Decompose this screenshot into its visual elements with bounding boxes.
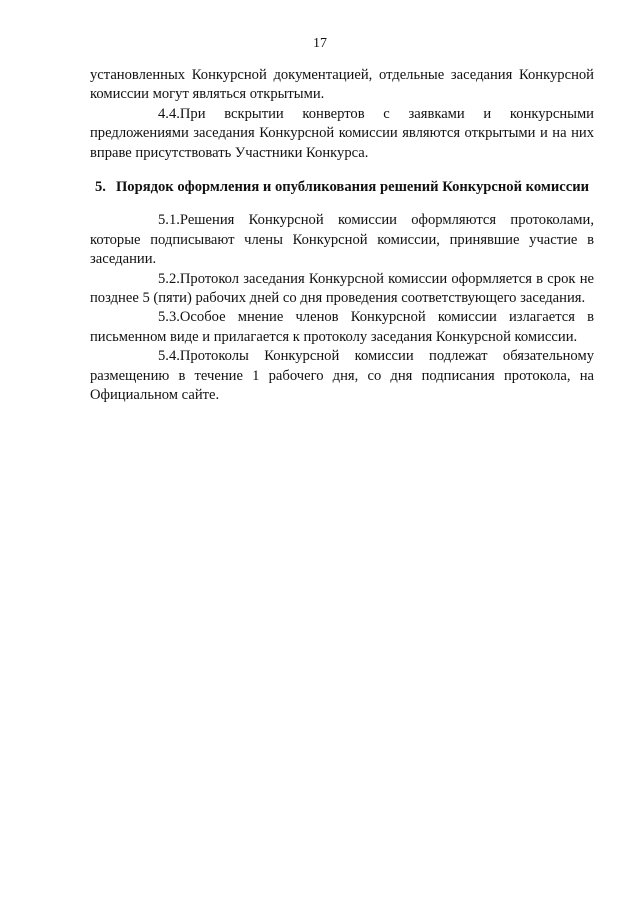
- document-body: [90, 66, 594, 406]
- page-number: 17: [313, 36, 327, 51]
- clause-number: 5.3.: [158, 309, 180, 326]
- clause-text: Протокол заседания Конкурсной комиссии оформляется в срок не позднее 5 (пяти) рабочих дней со дня проведения соответствующего заседания.: [90, 270, 594, 307]
- section-heading: [90, 178, 594, 197]
- clause-number: 5.1.: [158, 212, 180, 229]
- clause-number: 5.2.: [158, 270, 180, 287]
- clause-5-1: [90, 211, 594, 269]
- section-number: 5.: [94, 179, 106, 196]
- clause-text: Особое мнение членов Конкурсной комиссии излагается в письменном виде и прилагается к протоколу заседания Конкурсной комиссии.: [90, 309, 594, 345]
- clause-text: Протоколы Конкурсной комиссии подлежат обязательному размещению в течение 1 рабочего дня, со дня подписания протокола, на Официальном сайте.: [90, 348, 594, 404]
- clause-5-2: [90, 270, 594, 309]
- clause-text: При вскрытии конвертов с заявками и конкурсными предложениями заседания Конкурсной комиссии являются открытыми и на них вправе присутствовать Участники Конкурса.: [90, 105, 594, 161]
- clause-4-4: [90, 105, 594, 163]
- clause-5-3: [90, 308, 594, 347]
- clause-number: 4.4.: [158, 105, 180, 122]
- clause-text: Решения Конкурсной комиссии оформляются протоколами, которые подписывают члены Конкурсной комиссии, принявшие участие в заседании.: [90, 212, 594, 268]
- section-title: Порядок оформления и опубликования решений Конкурсной комиссии: [115, 179, 590, 196]
- clause-5-4: [90, 347, 594, 405]
- clause-number: 5.4.: [158, 348, 180, 365]
- intro-paragraph: установленных Конкурсной документацией, отдельные заседания Конкурсной комиссии могут являться открытыми.: [90, 67, 594, 103]
